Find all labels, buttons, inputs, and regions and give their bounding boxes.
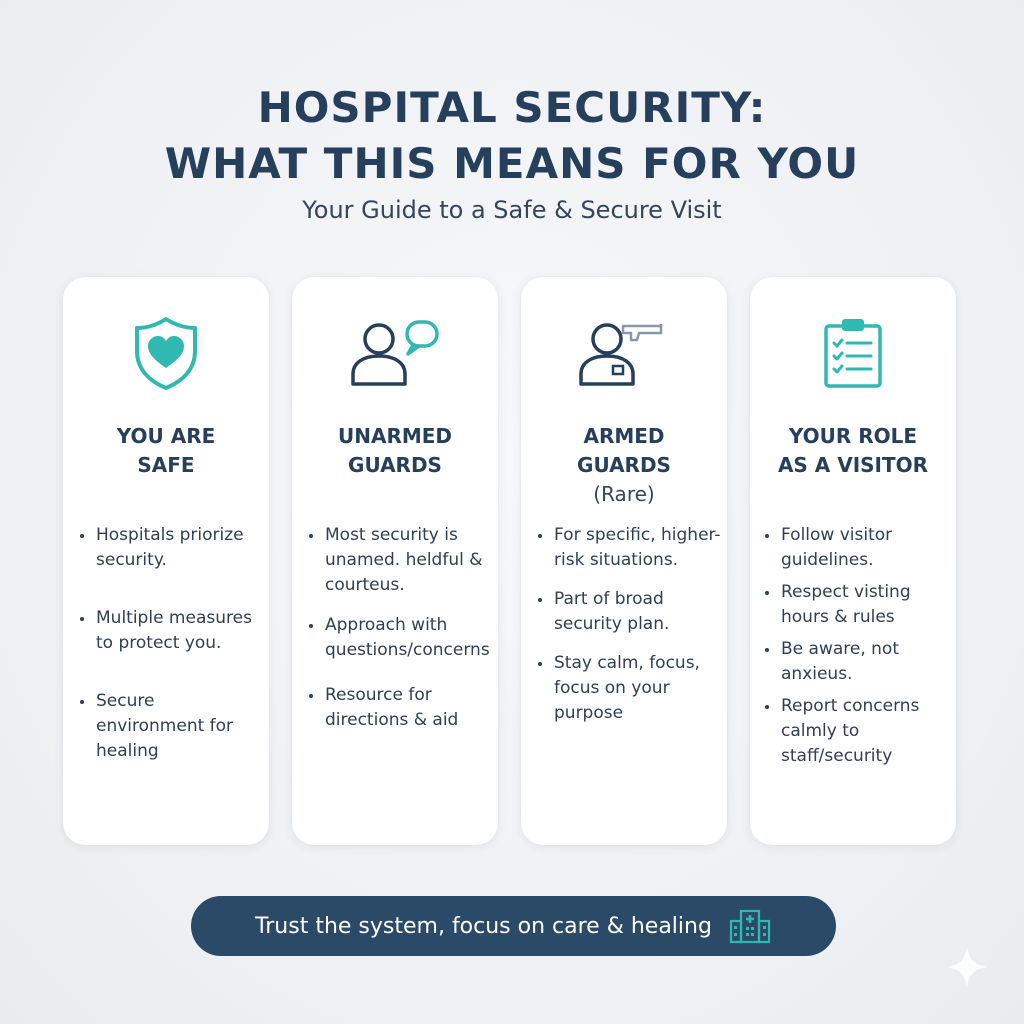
armed-guard-icon [521, 313, 727, 393]
list-item: Most security is unamed. heldful & courteus. [306, 523, 494, 598]
list-item: Part of broad security plan. [535, 587, 723, 637]
card-armed-guards [521, 277, 727, 845]
card-heading [750, 422, 956, 480]
list-item: For specific, higher-risk situations. [535, 523, 723, 573]
card-bullet-list [535, 523, 723, 740]
list-item: Respect visting hours & rules [762, 580, 952, 630]
card-you-are-safe [63, 277, 269, 845]
card-heading-line-2: GUARDS [577, 453, 671, 477]
title-line-1: HOSPITAL SECURITY: [257, 83, 767, 132]
hospital-building-icon [728, 908, 772, 944]
list-item: Resource for directions & aid [306, 683, 494, 733]
footer-text: Trust the system, focus on care & healing [255, 913, 712, 939]
card-heading-line-2: AS A VISITOR [777, 453, 929, 477]
list-item: Report concerns calmly to staff/security [762, 694, 952, 769]
card-heading [63, 422, 269, 480]
list-item: Hospitals priorize security. [77, 523, 265, 573]
title-line-2: WHAT THIS MEANS FOR YOU [164, 139, 860, 188]
list-item: Approach with questions/concerns [306, 613, 494, 663]
card-bullet-list [77, 523, 265, 797]
card-heading-line-1: UNARMED [337, 424, 453, 448]
card-heading-note: (Rare) [593, 482, 655, 506]
card-heading [521, 422, 727, 509]
card-your-role-as-visitor [750, 277, 956, 845]
clipboard-checklist-icon [750, 313, 956, 393]
card-heading-line-2: SAFE [137, 453, 195, 477]
list-item: Multiple measures to protect you. [77, 606, 265, 656]
page-subtitle: Your Guide to a Safe & Secure Visit [302, 196, 722, 224]
card-heading-line-1: ARMED [583, 424, 665, 448]
list-item: Be aware, not anxieus. [762, 637, 952, 687]
shield-heart-icon [63, 313, 269, 393]
footer-banner [191, 896, 836, 956]
sparkle-icon [944, 944, 990, 990]
list-item: Follow visitor guidelines. [762, 523, 952, 573]
guard-speech-bubble-icon [292, 313, 498, 393]
card-heading [292, 422, 498, 480]
card-heading-line-2: GUARDS [348, 453, 442, 477]
card-bullet-list [762, 523, 952, 776]
card-bullet-list [306, 523, 494, 748]
card-unarmed-guards [292, 277, 498, 845]
card-heading-line-1: YOU ARE [116, 424, 216, 448]
card-heading-line-1: YOUR ROLE [788, 424, 918, 448]
list-item: Secure environment for healing [77, 689, 265, 764]
list-item: Stay calm, focus, focus on your purpose [535, 651, 723, 726]
page-title [0, 80, 1024, 192]
